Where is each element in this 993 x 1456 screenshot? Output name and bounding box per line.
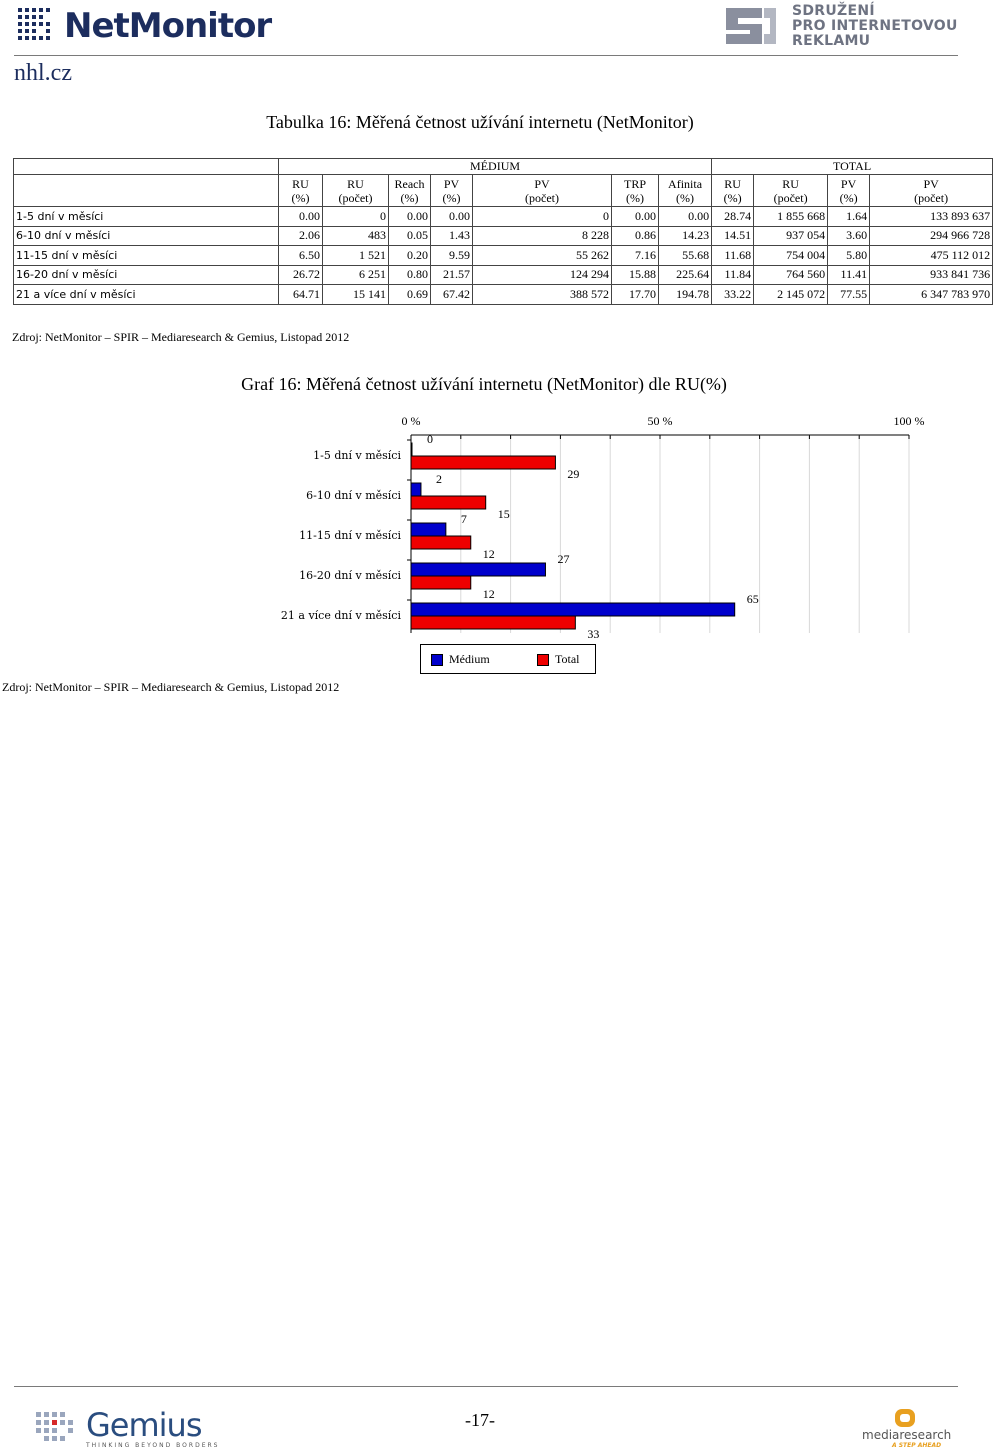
category-label: 16-20 dní v měsíci bbox=[299, 569, 401, 582]
x-tick-label: 100 % bbox=[893, 414, 925, 428]
column-header-line: PV bbox=[443, 176, 460, 191]
table-cell: 937 054 bbox=[754, 226, 828, 246]
table-cell: 5.80 bbox=[828, 246, 870, 266]
netmonitor-brand: NetMonitor bbox=[64, 6, 272, 46]
table-row bbox=[14, 226, 993, 246]
spir-line-2: PRO INTERNETOVOU bbox=[792, 18, 958, 34]
column-header-unit: (%) bbox=[291, 190, 310, 205]
page-number: -17- bbox=[465, 1410, 495, 1430]
column-header-unit: (počet) bbox=[914, 190, 949, 205]
table-cell: 124 294 bbox=[473, 265, 612, 285]
bar-total bbox=[411, 616, 575, 629]
table-cell: 0 bbox=[473, 207, 612, 227]
row-label: 1-5 dní v měsíci bbox=[14, 207, 279, 227]
table-cell: 0 bbox=[323, 207, 389, 227]
table-cell: 14.23 bbox=[659, 226, 712, 246]
spir-mark-icon bbox=[722, 4, 778, 48]
group-header-medium: MÉDIUM bbox=[279, 159, 712, 175]
data-label-medium: 65 bbox=[746, 592, 759, 606]
table-row bbox=[14, 246, 993, 266]
table-cell: 388 572 bbox=[473, 285, 612, 305]
column-header-line: Afinita bbox=[668, 176, 703, 191]
column-header-line: RU bbox=[347, 176, 364, 191]
category-label: 11-15 dní v měsíci bbox=[299, 529, 401, 542]
table-cell: 225.64 bbox=[659, 265, 712, 285]
table-cell: 0.69 bbox=[389, 285, 431, 305]
bar-total bbox=[411, 536, 471, 549]
column-header bbox=[712, 175, 754, 207]
footer-divider bbox=[14, 1386, 958, 1387]
table-cell: 67.42 bbox=[431, 285, 473, 305]
data-table bbox=[13, 158, 993, 305]
data-label-total: 15 bbox=[497, 507, 510, 521]
table-cell: 77.55 bbox=[828, 285, 870, 305]
mediaresearch-logo bbox=[862, 1408, 954, 1452]
table-cell: 11.41 bbox=[828, 265, 870, 285]
column-header-line: PV bbox=[923, 176, 939, 191]
column-header-unit: (%) bbox=[626, 190, 644, 205]
table-cell: 0.00 bbox=[659, 207, 712, 227]
column-header bbox=[870, 175, 993, 207]
column-header bbox=[323, 175, 389, 207]
column-header-unit: (počet) bbox=[773, 190, 808, 205]
column-header-line: PV bbox=[840, 176, 857, 191]
spir-logo bbox=[720, 2, 960, 50]
group-header-total: TOTAL bbox=[712, 159, 993, 175]
table-cell: 64.71 bbox=[279, 285, 323, 305]
bar-medium bbox=[411, 563, 545, 576]
netmonitor-logo bbox=[14, 4, 272, 48]
spir-line-1: SDRUŽENÍ bbox=[792, 3, 875, 19]
row-label: 6-10 dní v měsíci bbox=[14, 226, 279, 246]
legend-label-total: Total bbox=[555, 652, 580, 666]
row-label: 21 a více dní v měsíci bbox=[14, 285, 279, 305]
table-cell: 6.50 bbox=[279, 246, 323, 266]
table-row bbox=[14, 265, 993, 285]
table-cell: 28.74 bbox=[712, 207, 754, 227]
table-cell: 764 560 bbox=[754, 265, 828, 285]
data-label-medium: 0 bbox=[427, 432, 433, 446]
table-cell: 0.00 bbox=[612, 207, 659, 227]
table-cell: 1.43 bbox=[431, 226, 473, 246]
column-header-line: RU bbox=[782, 176, 799, 191]
table-cell: 933 841 736 bbox=[870, 265, 993, 285]
table-cell: 0.00 bbox=[431, 207, 473, 227]
table-cell: 55.68 bbox=[659, 246, 712, 266]
table-cell: 3.60 bbox=[828, 226, 870, 246]
column-header bbox=[389, 175, 431, 207]
column-header-unit: (%) bbox=[839, 190, 858, 205]
category-label: 21 a více dní v měsíci bbox=[280, 609, 401, 622]
bar-medium bbox=[411, 483, 421, 496]
bar-medium bbox=[411, 523, 446, 536]
table-cell: 17.70 bbox=[612, 285, 659, 305]
table-cell: 15.88 bbox=[612, 265, 659, 285]
column-header bbox=[754, 175, 828, 207]
table-cell: 33.22 bbox=[712, 285, 754, 305]
table-cell: 1 855 668 bbox=[754, 207, 828, 227]
column-header-line: Reach bbox=[394, 176, 425, 191]
table-title: Tabulka 16: Měřená četnost užívání internetu (NetMonitor) bbox=[266, 112, 694, 132]
category-label: 1-5 dní v měsíci bbox=[313, 449, 401, 462]
column-header bbox=[659, 175, 712, 207]
column-header-line: RU bbox=[724, 176, 741, 191]
table-cell: 0.00 bbox=[389, 207, 431, 227]
table-body bbox=[14, 207, 993, 305]
table-cell: 11.68 bbox=[712, 246, 754, 266]
bar-total bbox=[411, 496, 486, 509]
table-cell: 15 141 bbox=[323, 285, 389, 305]
table-cell: 0.00 bbox=[279, 207, 323, 227]
column-header bbox=[431, 175, 473, 207]
column-header bbox=[828, 175, 870, 207]
bar-total bbox=[411, 456, 555, 469]
bar-chart bbox=[0, 405, 960, 640]
column-header-unit: (%) bbox=[442, 190, 461, 205]
table-cell: 21.57 bbox=[431, 265, 473, 285]
data-label-total: 12 bbox=[482, 587, 495, 601]
column-header-line: PV bbox=[534, 176, 550, 191]
data-label-total: 12 bbox=[482, 547, 495, 561]
table-corner-cell bbox=[14, 159, 279, 175]
legend-swatch-total bbox=[537, 654, 549, 666]
table-cell: 26.72 bbox=[279, 265, 323, 285]
table-cell: 11.84 bbox=[712, 265, 754, 285]
column-header-line: RU bbox=[292, 176, 309, 191]
chart-title: Graf 16: Měřená četnost užívání internetu (NetMonitor) dle RU(%) bbox=[241, 374, 727, 394]
bar-medium bbox=[411, 443, 412, 456]
mediaresearch-icon bbox=[894, 1408, 916, 1428]
row-label: 11-15 dní v měsíci bbox=[14, 246, 279, 266]
table-cell: 55 262 bbox=[473, 246, 612, 266]
chart-source-note: Zdroj: NetMonitor – SPIR – Mediaresearch & Gemius, Listopad 2012 bbox=[2, 680, 340, 694]
mediaresearch-tagline: A STEP AHEAD bbox=[892, 1442, 942, 1449]
data-label-medium: 2 bbox=[435, 472, 442, 486]
category-label: 6-10 dní v měsíci bbox=[306, 489, 401, 502]
spir-wordmark bbox=[792, 4, 958, 49]
table-cell: 1.64 bbox=[828, 207, 870, 227]
table-row bbox=[14, 207, 993, 227]
table-cell: 0.80 bbox=[389, 265, 431, 285]
table-group-row bbox=[14, 159, 993, 175]
bar-total bbox=[411, 576, 471, 589]
column-header bbox=[612, 175, 659, 207]
header-divider bbox=[14, 55, 958, 56]
netmonitor-grid-icon bbox=[16, 6, 60, 46]
column-header-line: TRP bbox=[623, 176, 646, 191]
site-name: nhl.cz bbox=[14, 60, 72, 86]
data-label-total: 33 bbox=[587, 627, 600, 641]
table-cell: 6 251 bbox=[323, 265, 389, 285]
row-label: 16-20 dní v měsíci bbox=[14, 265, 279, 285]
table-cell: 475 112 012 bbox=[870, 246, 993, 266]
mediaresearch-brand: mediaresearch bbox=[862, 1428, 952, 1442]
table-cell: 483 bbox=[323, 226, 389, 246]
legend-swatch-medium bbox=[431, 654, 443, 666]
x-tick-label: 0 % bbox=[401, 414, 421, 428]
table-cell: 133 893 637 bbox=[870, 207, 993, 227]
table-corner-cell bbox=[14, 175, 279, 207]
legend-label-medium: Médium bbox=[449, 652, 490, 666]
gemius-tagline: THINKING BEYOND BORDERS bbox=[86, 1442, 220, 1449]
gemius-brand: Gemius bbox=[86, 1406, 202, 1444]
column-header-unit: (počet) bbox=[338, 190, 373, 205]
table-cell: 0.20 bbox=[389, 246, 431, 266]
column-header-unit: (%) bbox=[400, 190, 419, 205]
table-cell: 1 521 bbox=[323, 246, 389, 266]
column-header bbox=[473, 175, 612, 207]
chart-legend bbox=[420, 644, 596, 674]
table-cell: 0.86 bbox=[612, 226, 659, 246]
bar-medium bbox=[411, 603, 735, 616]
data-label-total: 29 bbox=[567, 467, 580, 481]
spir-line-3: REKLAMU bbox=[792, 33, 871, 49]
table-cell: 14.51 bbox=[712, 226, 754, 246]
column-header-unit: (počet) bbox=[525, 190, 559, 205]
table-cell: 0.05 bbox=[389, 226, 431, 246]
table-source-note: Zdroj: NetMonitor – SPIR – Mediaresearch & Gemius, Listopad 2012 bbox=[12, 330, 350, 344]
column-header-unit: (%) bbox=[676, 190, 695, 205]
table-row bbox=[14, 285, 993, 305]
table-cell: 8 228 bbox=[473, 226, 612, 246]
table-cell: 7.16 bbox=[612, 246, 659, 266]
table-cell: 2.06 bbox=[279, 226, 323, 246]
table-cell: 9.59 bbox=[431, 246, 473, 266]
data-label-medium: 27 bbox=[557, 552, 570, 566]
x-tick-label: 50 % bbox=[647, 414, 673, 428]
column-header-unit: (%) bbox=[723, 190, 742, 205]
table-column-header-row bbox=[14, 175, 993, 207]
table-cell: 6 347 783 970 bbox=[870, 285, 993, 305]
table-cell: 194.78 bbox=[659, 285, 712, 305]
data-label-medium: 7 bbox=[460, 512, 467, 526]
table-cell: 754 004 bbox=[754, 246, 828, 266]
table-cell: 2 145 072 bbox=[754, 285, 828, 305]
table-cell: 294 966 728 bbox=[870, 226, 993, 246]
column-header bbox=[279, 175, 323, 207]
